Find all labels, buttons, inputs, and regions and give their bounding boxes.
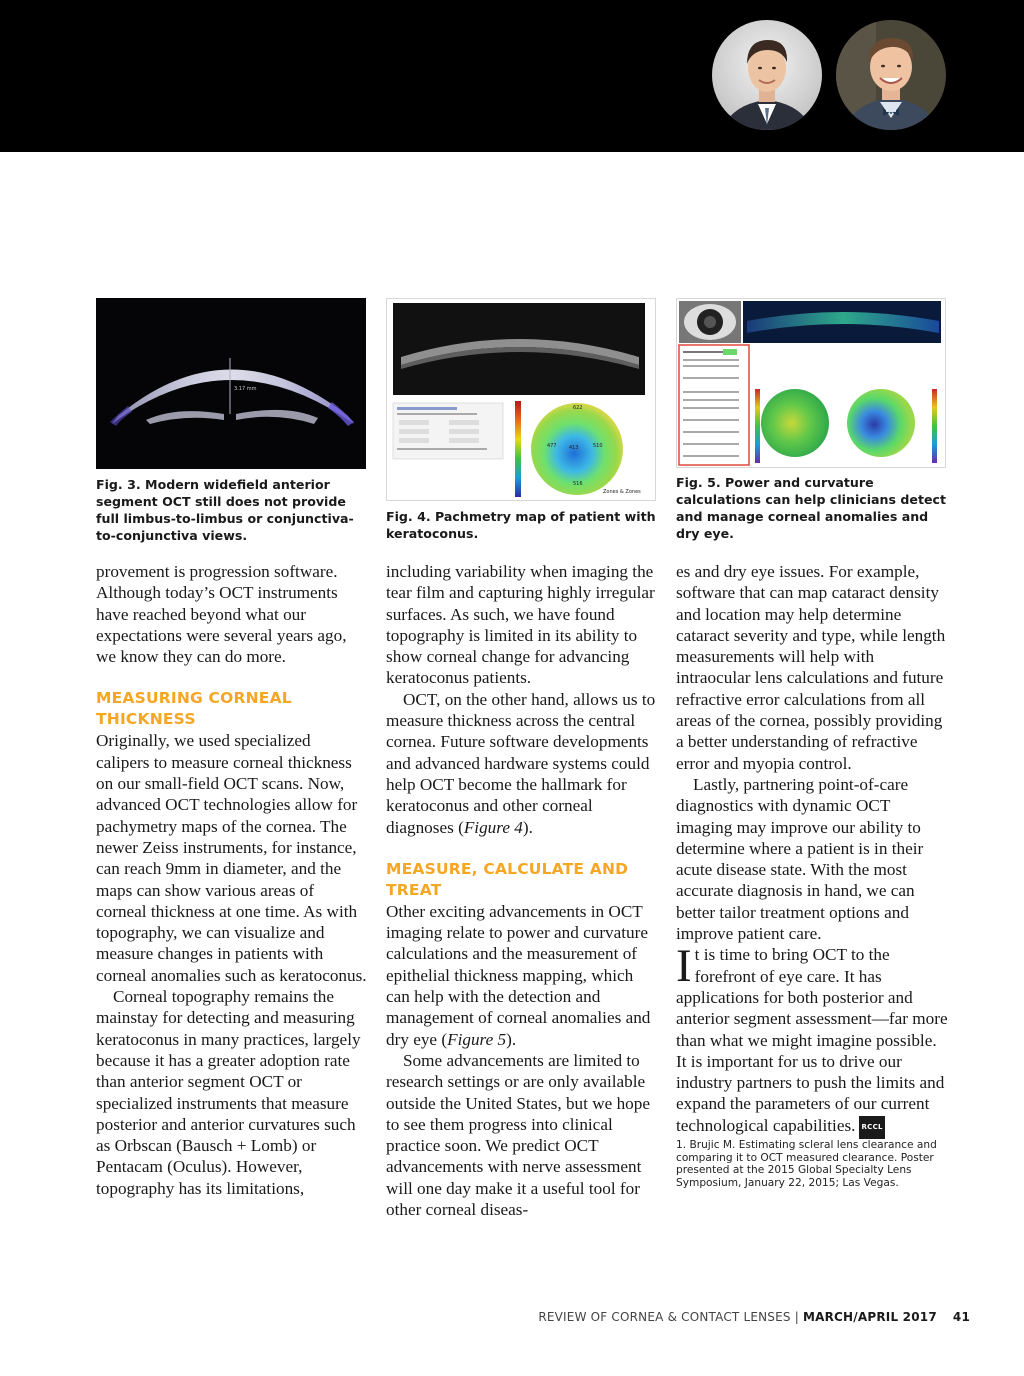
footer-separator: | [794,1310,799,1324]
svg-text:3.17 mm: 3.17 mm [234,386,257,392]
power-curvature-image [676,298,946,468]
figure-4-reference: Figure 4 [463,817,523,837]
svg-text:Zones & Zones: Zones & Zones [603,489,641,495]
column-2 [386,561,658,1220]
col2-paragraph-2: OCT, on the other hand, allows us to measure thickness across the central cornea. Future software developments and advanced hardware systems could help OCT become the hallmark for keratoconus and other corneal diagnoses (Figure 4). [386,689,656,837]
end-mark-icon: RCCL [859,1116,884,1139]
issue-date: MARCH/APRIL 2017 [802,1310,937,1324]
publication-name: REVIEW OF CORNEA & CONTACT LENSES [538,1310,791,1324]
page-number: 41 [952,1310,970,1324]
reference-1: 1. Brujic M. Estimating scleral lens clearance and comparing it to OCT measured clearance. Poster presented at the 2015 Global Specialty Lens Symposium, January 22, 2015; Las Vegas. [676,1139,937,1189]
svg-text:477: 477 [547,443,557,449]
section-heading-measuring-corneal-thickness: MEASURING CORNEAL THICKNESS [96,689,292,729]
svg-text:622: 622 [573,405,583,411]
svg-text:413: 413 [569,445,579,451]
drop-cap: I [676,940,692,993]
col3-paragraph-2: Lastly, partnering point-of-care diagnostics with dynamic OCT imaging may improve our ability to determine where a patient is in their acute disease state. With the most accurate diagnosis in hand, we can better tailor treatment options and improve patient care. [676,774,924,944]
author-photo-2 [836,20,946,130]
column-1 [96,561,368,1199]
col1-paragraph-2: Originally, we used specialized calipers to measure corneal thickness on our small-field OCT scans. Now, advanced OCT technologies allow for pachymetry maps of the cornea. The newer Zeiss instruments, for instance, can reach 9mm in diameter, and the maps can show various areas of corneal thickness at one time. As with topography, we can visualize and measure changes in patients with corneal anomalies such as keratoconus. [96,731,367,985]
col1-paragraph-3: Corneal topography remains the mainstay for detecting and measuring keratoconus in many practices, largely because it has a greater adoption rate than anterior segment OCT or specialized instruments that measure posterior and anterior curvatures such as Orbscan (Bausch + Lomb) or Pentacam (Oculus). However, topography has its limitations, [96,987,361,1198]
oct-cornea-image [96,298,366,469]
col2-paragraph-3: Other exciting advancements in OCT imaging relate to power and curvature calculations and the measurement of epithelial thickness mapping, which can help with the detection and management of corneal anomalies and dry eye (Figure 5). [386,901,651,1049]
pachymetry-map-image [386,298,656,501]
figure-5-caption: Fig. 5. Power and curvature calculations can help clinicians detect and manage corneal anomalies and dry eye. [676,475,947,541]
figure-4-caption: Fig. 4. Pachmetry map of patient with keratoconus. [386,509,656,541]
col3-paragraph-1: es and dry eye issues. For example, software that can map cataract density and location may help determine cataract severity and type, while length measurements will help with intraocular lens calculations and future refractive error calculations from all areas of the cornea, possibly providing a better understanding of refractive error and myopia control. [676,562,946,773]
svg-text:516: 516 [573,481,583,487]
col2-paragraph-4: Some advancements are limited to research settings or are only available outside the United States, but we hope to see them progress into clinical practice soon. We predict OCT advancements with nerve assessment will one day make it a useful tool for other corneal diseas- [386,1050,650,1220]
col2-paragraph-1: including variability when imaging the tear film and capturing highly irregular surfaces. As such, we have found topography is limited in its ability to show corneal change for advancing keratoconus patients. [386,562,655,688]
col1-paragraph-1: provement is progression software. Although today’s OCT instruments have reached beyond what our expectations were several years ago, we know they can do more. [96,562,347,667]
column-3 [676,561,948,1189]
figure-3-caption: Fig. 3. Modern widefield anterior segment OCT still does not provide full limbus-to-limbus or conjunctiva-to-conjunctiva views. [96,477,354,543]
section-heading-measure-calculate-treat: MEASURE, CALCULATE AND TREAT [386,859,629,899]
figure-5-reference: Figure 5 [447,1029,507,1049]
page-footer [538,1310,970,1324]
svg-text:510: 510 [593,443,603,449]
col3-closing-paragraph: It is time to bring OCT to the forefront of eye care. It has applications for both posterior and anterior segment assessment—far more than what we might imagine possible. It is important for us to drive our industry partners to push the limits and expand the parameters of our current technological capabilities. RCCL [676,944,948,1139]
author-photo-1 [712,20,822,130]
